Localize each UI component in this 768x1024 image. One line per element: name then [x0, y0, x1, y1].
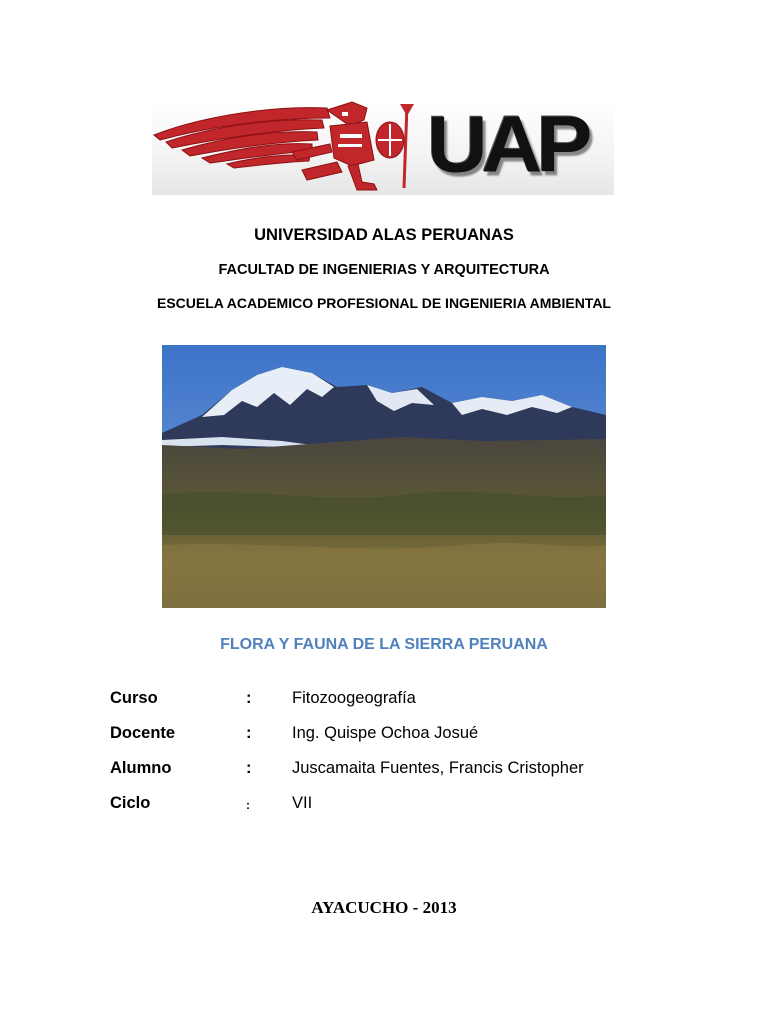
- info-separator: :: [246, 798, 250, 812]
- info-row-docente: [110, 724, 710, 748]
- school-name: ESCUELA ACADEMICO PROFESIONAL DE INGENIERIA AMBIENTAL: [157, 295, 611, 311]
- mountain-landscape-photo: [162, 345, 606, 608]
- university-name: UNIVERSIDAD ALAS PERUANAS: [254, 226, 514, 244]
- info-label: Curso: [110, 689, 158, 707]
- info-value: Fitozoogeografía: [292, 689, 416, 707]
- info-row-ciclo: [110, 794, 710, 818]
- info-separator: :: [246, 759, 252, 777]
- info-row-curso: [110, 689, 710, 713]
- info-row-alumno: [110, 759, 710, 783]
- info-value: Juscamaita Fuentes, Francis Cristopher: [292, 759, 584, 777]
- university-logo: [152, 100, 614, 195]
- info-label: Docente: [110, 724, 176, 742]
- document-title: FLORA Y FAUNA DE LA SIERRA PERUANA: [220, 636, 548, 653]
- faculty-name: FACULTAD DE INGENIERIAS Y ARQUITECTURA: [218, 262, 550, 278]
- footer-location-year: AYACUCHO - 2013: [311, 898, 457, 917]
- info-separator: :: [246, 724, 252, 742]
- info-label: Alumno: [110, 759, 172, 777]
- logo-text: UAP: [427, 100, 587, 189]
- info-label: Ciclo: [110, 794, 151, 812]
- info-separator: :: [246, 689, 252, 707]
- info-value: Ing. Quispe Ochoa Josué: [292, 724, 479, 742]
- info-value: VII: [292, 794, 313, 812]
